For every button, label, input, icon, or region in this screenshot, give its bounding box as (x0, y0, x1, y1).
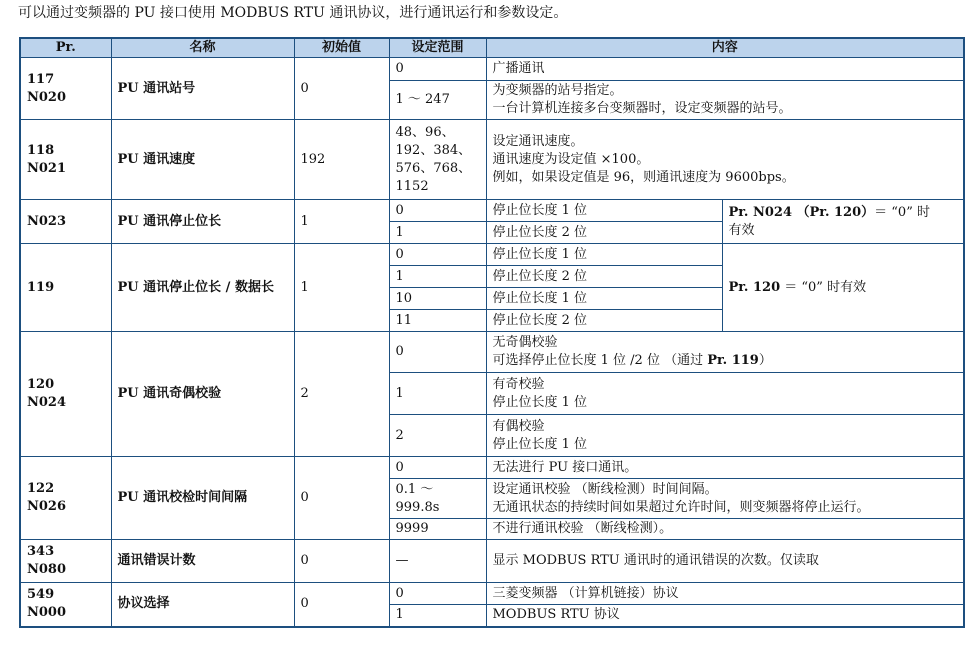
setting-value: 0 (389, 58, 486, 81)
validity-note (722, 244, 964, 332)
header-name: 名称 (111, 38, 294, 58)
param-initial: 0 (294, 583, 389, 627)
setting-content: 停止位长度 1 位 (486, 200, 722, 222)
content-text: ） (758, 353, 772, 368)
param-name: PU 通讯停止位长 (111, 200, 294, 244)
table-row (20, 332, 964, 373)
table-row (20, 120, 964, 200)
setting-content: 三菱变频器 （计算机链接）协议 (486, 583, 964, 605)
setting-content: 设定通讯校验 （断线检测）时间间隔。 无通讯状态的持续时间如果超过允许时间，则变频器将停止运行。 (486, 479, 964, 519)
param-ref: Pr. 119 (707, 353, 759, 368)
table-row (20, 540, 964, 583)
setting-value: 1 ～ 247 (389, 81, 486, 120)
setting-value: 1 (389, 266, 486, 288)
setting-value: 1 (389, 222, 486, 244)
param-initial: 1 (294, 244, 389, 332)
param-name: PU 通讯校检时间间隔 (111, 457, 294, 540)
setting-value: 10 (389, 288, 486, 310)
setting-content: 有奇校验 停止位长度 1 位 (486, 373, 964, 415)
table-row (20, 583, 964, 605)
setting-content: 广播通讯 (486, 58, 964, 81)
param-name: 协议选择 (111, 583, 294, 627)
param-name: PU 通讯站号 (111, 58, 294, 120)
validity-note (722, 200, 964, 244)
param-initial: 0 (294, 457, 389, 540)
setting-content: 停止位长度 2 位 (486, 266, 722, 288)
setting-content: 停止位长度 1 位 (486, 244, 722, 266)
param-initial: 0 (294, 58, 389, 120)
setting-value: 48、96、 192、384、 576、768、 1152 (389, 120, 486, 200)
setting-value: — (389, 540, 486, 583)
setting-content: 为变频器的站号指定。 一台计算机连接多台变频器时，设定变频器的站号。 (486, 81, 964, 120)
param-number: 549 N000 (20, 583, 111, 627)
setting-value: 1 (389, 605, 486, 627)
content-text: 无奇偶校验 可选择停止位长度 1 位 /2 位 （通过 (492, 335, 704, 368)
parameter-table (19, 37, 965, 628)
header-setting-range: 设定范围 (389, 38, 486, 58)
note-text: ＝ “0” 时 有效 (728, 204, 930, 238)
setting-content (486, 332, 964, 373)
setting-value: 0 (389, 200, 486, 222)
param-number: 119 (20, 244, 111, 332)
setting-value: 0 (389, 332, 486, 373)
header-content: 内容 (486, 38, 964, 58)
param-initial: 1 (294, 200, 389, 244)
setting-value: 11 (389, 310, 486, 332)
param-name: 通讯错误计数 (111, 540, 294, 583)
header-row (20, 38, 964, 58)
param-number: 117 N020 (20, 58, 111, 120)
setting-content: 显示 MODBUS RTU 通讯时的通讯错误的次数。仅读取 (486, 540, 964, 583)
table-row (20, 457, 964, 479)
setting-content: 不进行通讯校验 （断线检测）。 (486, 519, 964, 540)
setting-value: 0 (389, 457, 486, 479)
intro-text: 可以通过变频器的 PU 接口使用 MODBUS RTU 通讯协议，进行通讯运行和参数设定。 (18, 5, 568, 21)
setting-content: 无法进行 PU 接口通讯。 (486, 457, 964, 479)
setting-value: 1 (389, 373, 486, 415)
table-row (20, 200, 964, 222)
note-param-ref: Pr. 120 (728, 279, 781, 295)
setting-content: 停止位长度 1 位 (486, 288, 722, 310)
param-initial: 192 (294, 120, 389, 200)
note-text: ＝ “0” 时有效 (780, 279, 867, 295)
setting-content: 设定通讯速度。 通讯速度为设定值 ×100。 例如，如果设定值是 96，则通讯速度为 9600bps。 (486, 120, 964, 200)
param-number: 120 N024 (20, 332, 111, 457)
setting-value: 2 (389, 415, 486, 457)
param-initial: 0 (294, 540, 389, 583)
table-row (20, 244, 964, 266)
setting-content: 有偶校验 停止位长度 1 位 (486, 415, 964, 457)
setting-content: 停止位长度 2 位 (486, 222, 722, 244)
setting-content: MODBUS RTU 协议 (486, 605, 964, 627)
param-number: 118 N021 (20, 120, 111, 200)
setting-value: 0 (389, 583, 486, 605)
param-number: N023 (20, 200, 111, 244)
param-name: PU 通讯停止位长 / 数据长 (111, 244, 294, 332)
header-initial-value: 初始值 (294, 38, 389, 58)
param-number: 122 N026 (20, 457, 111, 540)
param-name: PU 通讯奇偶校验 (111, 332, 294, 457)
setting-value: 0 (389, 244, 486, 266)
param-initial: 2 (294, 332, 389, 457)
setting-content: 停止位长度 2 位 (486, 310, 722, 332)
setting-value: 0.1 ～ 999.8s (389, 479, 486, 519)
setting-value: 9999 (389, 519, 486, 540)
table-row (20, 58, 964, 81)
note-param-ref: Pr. N024 （Pr. 120） (728, 204, 875, 220)
param-number: 343 N080 (20, 540, 111, 583)
param-name: PU 通讯速度 (111, 120, 294, 200)
header-pr: Pr. (20, 38, 111, 58)
